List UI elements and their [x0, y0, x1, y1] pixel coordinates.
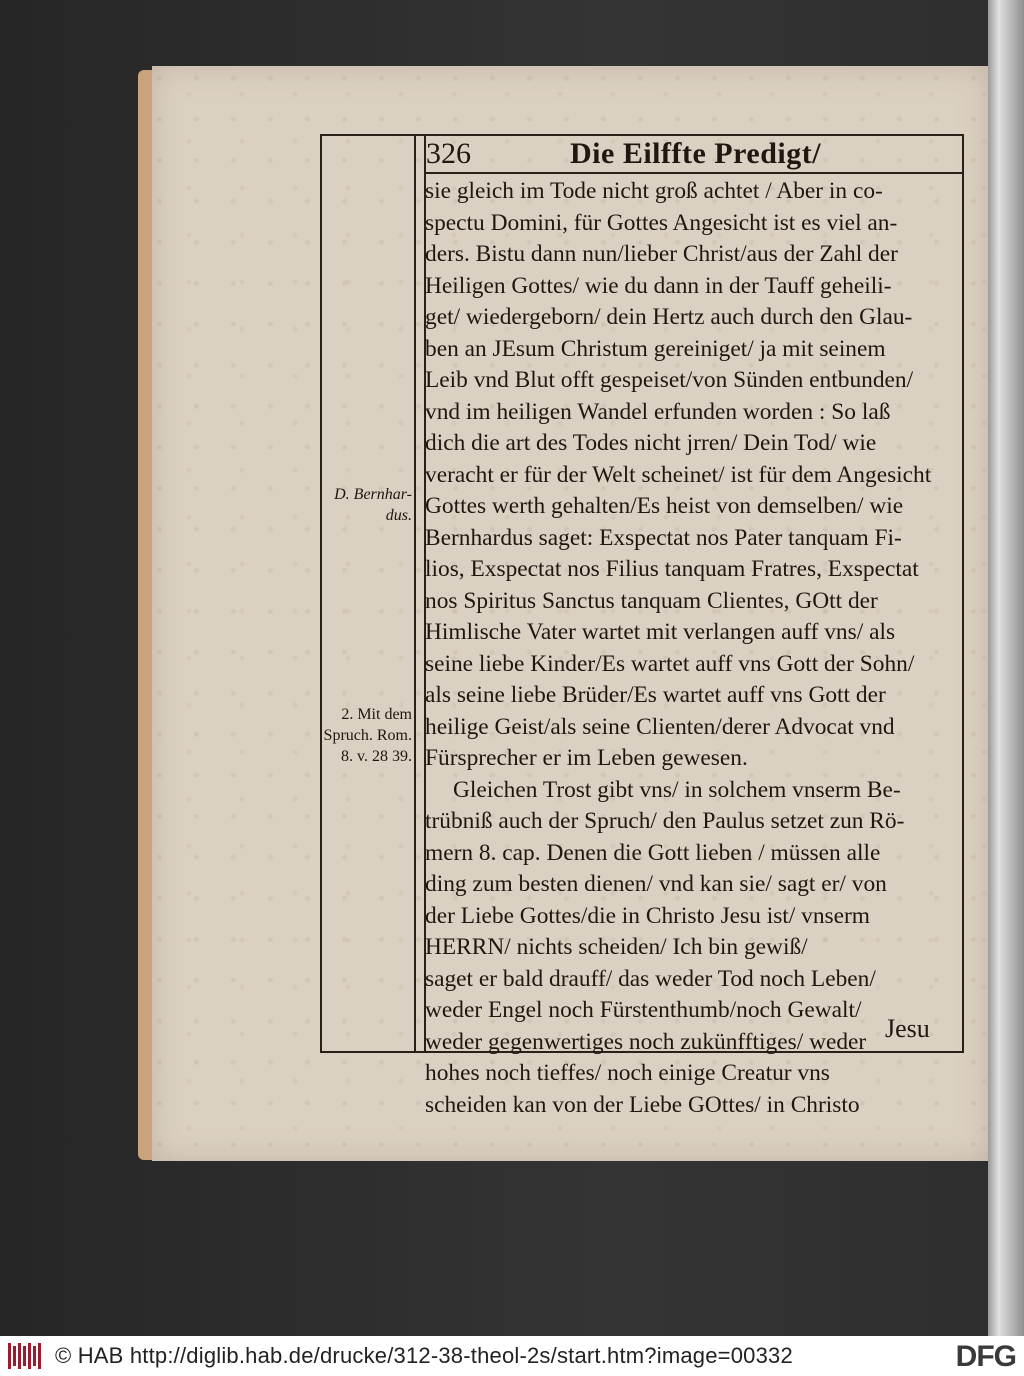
text-line: Heiligen Gottes/ wie du dann in der Tauff geheili- [425, 272, 892, 299]
text-line: get/ wiedergeborn/ dein Hertz auch durch den Glau- [425, 304, 913, 330]
text-line: veracht er für der Welt scheinet/ ist für dem Angesicht [425, 461, 932, 488]
text-line: Bernhardus saget: Exspectat nos Pater tanquam Fi- [425, 524, 902, 551]
text-line: der Liebe Gottes/die in Christo Jesu ist/ vnserm [425, 902, 871, 929]
dfg-logo: DFG [955, 1340, 1016, 1373]
hab-logo-icon [8, 1343, 41, 1369]
text-line: ders. Bistu dann nun/lieber Christ/aus der Zahl der [425, 241, 898, 267]
text-line: hohes noch tieffes/ noch einige Creatur vns [425, 1060, 830, 1086]
text-line: mern 8. cap. Denen die Gott lieben / müssen alle [425, 839, 881, 866]
text-line: Gottes werth gehalten/Es heist von demselben/ wie [425, 493, 904, 519]
text-line: nos Spiritus Sanctus tanquam Clientes, GOtt der [425, 587, 878, 614]
text-line: lios, Exspectat nos Filius tanquam Fratres, Exspectat [425, 556, 919, 582]
margin-rule [414, 134, 416, 1051]
marginal-note-spruch: 2. Mit dem Spruch. Rom. 8. v. 28 39. [323, 706, 412, 765]
text-line: sie gleich im Tode nicht groß achtet / Aber in co- [425, 178, 883, 204]
body-text [425, 176, 958, 1121]
footer-bar [0, 1336, 1024, 1376]
next-page-edge [988, 0, 1024, 1336]
text-line: heilige Geist/als seine Clienten/derer Advocat vnd [425, 713, 895, 740]
text-line: Leib vnd Blut offt gespeiset/von Sünden entbunden/ [425, 367, 914, 393]
text-line: seine liebe Kinder/Es wartet auff vns Gott der Sohn/ [425, 650, 915, 677]
text-line: als seine liebe Brüder/Es wartet auff vns Gott der [425, 682, 886, 708]
text-line: scheiden kan von der Liebe GOttes/ in Christo [425, 1091, 860, 1118]
text-line: vnd im heiligen Wandel erfunden worden : So laß [425, 398, 891, 425]
running-head: Die Eilffte Predigt/ [570, 137, 822, 170]
text-line: trübniß auch der Spruch/ den Paulus setzet zun Rö- [425, 808, 905, 834]
page-number: 326 [426, 137, 471, 170]
marginal-note-bernhardus: D. Bernhar- dus. [334, 486, 412, 524]
text-line: HERRN/ nichts scheiden/ Ich bin gewiß/ [425, 934, 808, 960]
text-line: saget er bald drauff/ das weder Tod noch Leben/ [425, 965, 876, 992]
text-line: Gleichen Trost gibt vns/ in solchem vnserm Be- [453, 776, 901, 803]
text-line: weder Engel noch Fürstenthumb/noch Gewalt/ [425, 997, 862, 1023]
text-line: ding zum besten dienen/ vnd kan sie/ sagt er/ von [425, 871, 887, 897]
footer-url[interactable]: © HAB http://diglib.hab.de/drucke/312-38-theol-2s/start.htm?image=00332 [55, 1343, 793, 1368]
catchword: Jesu [885, 1014, 930, 1043]
text-line: spectu Domini, für Gottes Angesicht ist es viel an- [425, 209, 898, 236]
text-line: Fürsprecher er im Leben gewesen. [425, 745, 748, 771]
text-line: Himlische Vater wartet mit verlangen auff vns/ als [425, 619, 896, 645]
text-line: weder gegenwertiges noch zukünfftiges/ weder [425, 1028, 867, 1055]
text-line: ben an JEsum Christum gereiniget/ ja mit seinem [425, 335, 886, 362]
text-line: dich die art des Todes nicht jrren/ Dein Tod/ wie [425, 430, 877, 456]
